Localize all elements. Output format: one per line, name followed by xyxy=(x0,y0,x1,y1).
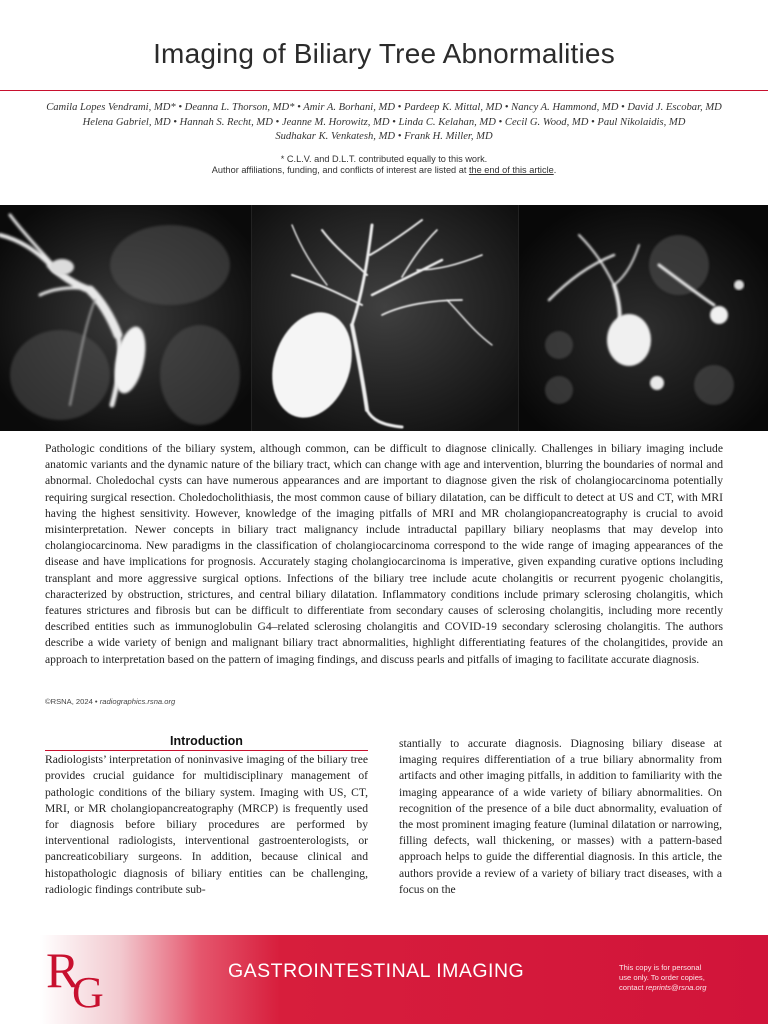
mrcp-image-1-graphic xyxy=(0,205,251,431)
author-line-3: Sudhakar K. Venkatesh, MD • Frank H. Miller, MD xyxy=(275,131,493,143)
intro-column-right xyxy=(399,736,722,898)
reprints-contact-prefix: contact xyxy=(619,983,646,992)
rg-logo-r: R xyxy=(46,942,80,998)
mrcp-image-1 xyxy=(0,205,251,431)
journal-site: radiographics.rsna.org xyxy=(99,697,176,706)
reprints-note-line-2: use only. To order copies, xyxy=(619,973,705,982)
mrcp-image-2 xyxy=(251,205,517,431)
mrcp-image-strip xyxy=(0,205,768,431)
introduction-heading: Introduction xyxy=(45,733,368,751)
intro-right-paragraph: stantially to accurate diagnosis. Diagnosing biliary disease at imaging requires differentiation of a true biliary abnormality from artifacts and other imaging pitfalls, in addition to familiarity with the imaging appearance of a wide variety of biliary abnormalities. On recognition of the presence of a bile duct abnormality, evaluation of the most prominent imaging feature (luminal dilatation or narrowing, filling defects, wall thickening, or masses) with a pattern-based approach helps to guide the differential diagnosis. In this article, the authors provide a review of a variety of biliary tract diseases, with a focus on the xyxy=(399,737,722,896)
mrcp-image-3-graphic xyxy=(519,205,768,431)
intro-column-left xyxy=(45,733,368,898)
section-title: GASTROINTESTINAL IMAGING xyxy=(228,960,525,982)
affiliations-note xyxy=(30,164,738,176)
affiliations-prefix: Author affiliations, funding, and conflicts of interest are listed at xyxy=(211,165,469,175)
rg-logo xyxy=(44,941,114,1011)
article-title: Imaging of Biliary Tree Abnormalities xyxy=(153,38,615,69)
copyright-text: ©RSNA, 2024 • xyxy=(45,697,100,706)
affiliations-suffix: . xyxy=(553,165,557,175)
author-line-2: Helena Gabriel, MD • Hannah S. Recht, MD • Jeanne M. Horowitz, MD • Linda C. Kelahan, MD • Cecil G. Wood, MD • Paul Nikolaidis, MD xyxy=(82,116,686,128)
reprints-email-link[interactable]: reprints@rsna.org xyxy=(645,983,707,992)
author-list xyxy=(30,101,738,145)
equal-contribution-note: * C.L.V. and D.L.T. contributed equally to this work. xyxy=(280,154,488,164)
section-footer-banner xyxy=(0,935,768,1024)
mrcp-image-3 xyxy=(518,205,768,431)
reprints-note-line-3 xyxy=(619,983,739,993)
abstract-text: Pathologic conditions of the biliary system, although common, can be difficult to diagnose clinically. Challenges in biliary imaging include anatomic variants and the dynamic nature of the biliary tract, which can change with age and intervention, blurring the boundaries of normal and abnormal. Choledochal cysts can have numerous appearances and are important to diagnose given the risk of cholangiocarcinoma potentially requiring surgical resection. Choledocholithiasis, the most common cause of biliary dilatation, can be difficult to detect at US and CT, with MRI having the highest sensitivity. However, knowledge of the imaging pitfalls of MRI and MR cholangiopancreatography is crucial to avoid misinterpretation. Newer concepts in biliary tract malignancy include intraductal papillary biliary neoplasms that may develop into cholangiocarcinoma. New paradigms in the classification of cholangiocarcinoma correspond to the wide range of imaging appearances of the disease and have implications for prognosis. Accurately staging cholangiocarcinoma is imperative, given expanding curative options including transplant and more aggressive surgical options. Infections of the biliary tree include acute cholangitis or recurrent pyogenic cholangitis, characterized by obstruction, strictures, and central biliary dilatation. Inflammatory conditions include primary sclerosing cholangitis, which features strictures and fibrosis but can be difficult to differentiate from secondary causes of sclerosing cholangitis, including more recently described entities such as immunoglobulin G4–related sclerosing cholangitis and COVID-19 secondary sclerosing cholangitis. The authors describe a wide variety of benign and malignant biliary tract abnormalities, highlight differentiating features of the cholangitides, provide an approach to interpretation based on the pattern of imaging findings, and discuss pearls and pitfalls of imaging to facilitate accurate diagnosis. xyxy=(45,442,723,666)
copyright-line xyxy=(45,697,175,706)
reprints-note-line-1: This copy is for personal xyxy=(619,963,702,972)
title-divider xyxy=(0,90,768,91)
rg-logo-g: G xyxy=(72,968,104,1011)
end-of-article-link[interactable]: the end of this article xyxy=(468,165,554,175)
author-line-1: Camila Lopes Vendrami, MD* • Deanna L. Thorson, MD* • Amir A. Borhani, MD • Pardeep K. Mittal, MD • Nancy A. Hammond, MD • David J. Escobar, MD xyxy=(46,102,722,113)
intro-left-paragraph: Radiologists’ interpretation of noninvasive imaging of the biliary tree provides crucial guidance for multidisciplinary management of pathologic conditions of the biliary system. Imaging with US, CT, MRI, or MR cholangiopancreatography (MRCP) is frequently used for diagnosis before biliary procedures are performed by interventional radiologists, interventional gastroenterologists, or pancreaticobiliary surgeons. In addition, because clinical and histopathologic diagnosis of biliary entities can be challenging, radiologic findings contribute sub- xyxy=(45,753,368,896)
reprints-note xyxy=(619,963,739,993)
mrcp-image-2-graphic xyxy=(252,205,517,431)
